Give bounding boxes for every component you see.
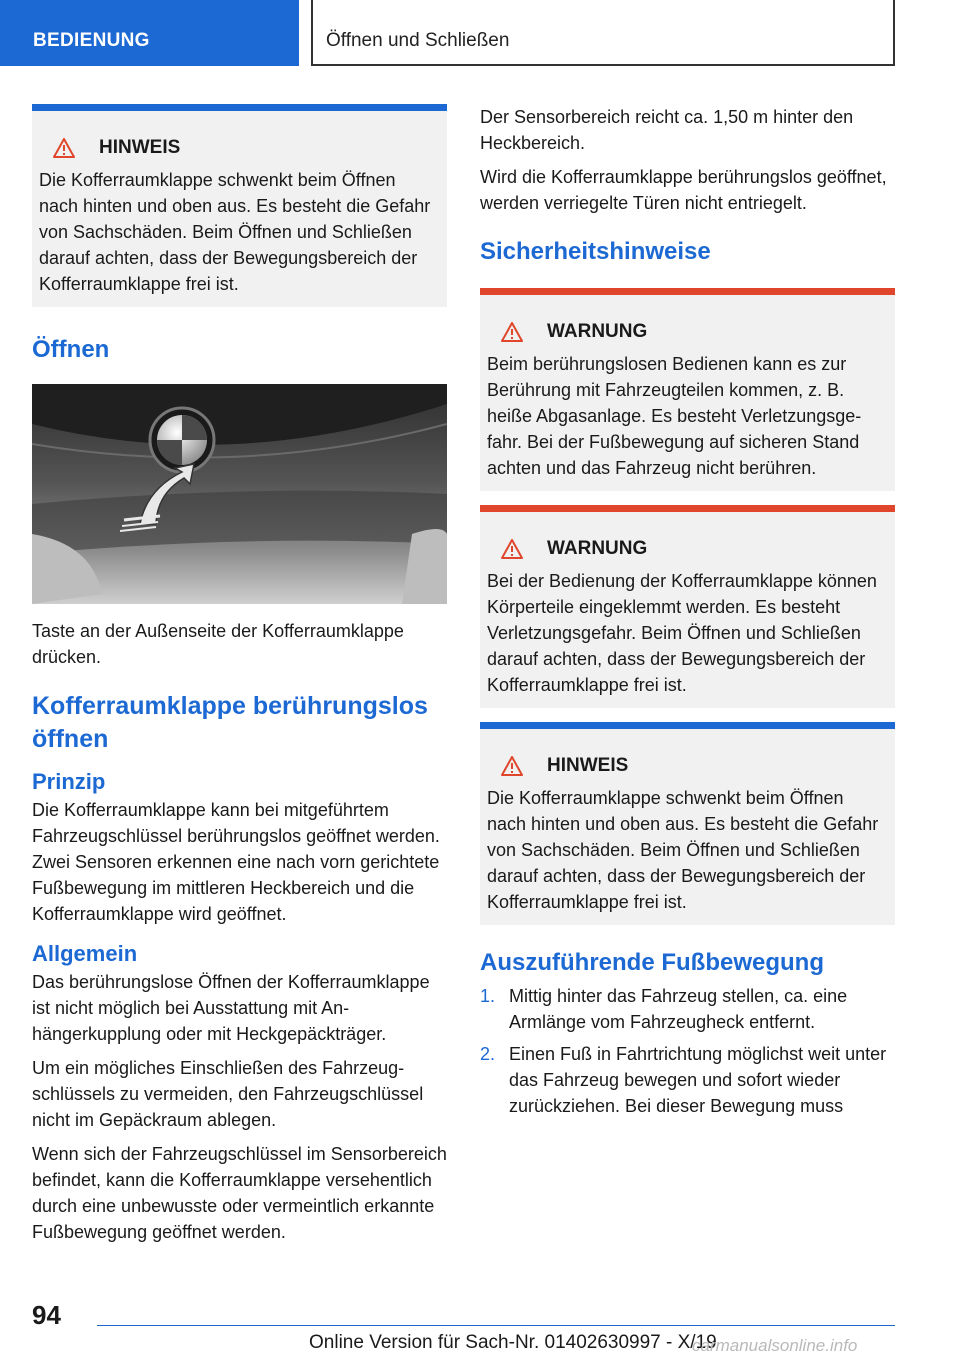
header-divider — [311, 0, 313, 66]
warning-triangle-icon — [501, 539, 523, 559]
step-text: Einen Fuß in Fahrtrichtung möglichst weit unter das Fahrzeug bewegen und sofort wieder zurückziehen. Bei dieser Bewegung muss — [509, 1044, 887, 1116]
header-bottom-border — [311, 64, 895, 66]
warnung-text-1: Beim berührungslosen Bedienen kann es zur Berührung mit Fahrzeugteilen kommen, z. B. heiße Abgasanlage. Es besteht Verletzungsgefahr. Bei der Fußbewegung auf sicheren Stand achten und das Fahrzeug nicht berühren. — [487, 354, 862, 478]
warning-triangle-icon — [501, 756, 523, 776]
heading-sicherheitshinweise: Sicherheitshinweise — [480, 238, 711, 265]
allgemein-paragraph-3: Wenn sich der Fahrzeugschlüssel im Sensorbereich befindet, kann die Kofferraumklappe versehentlich durch eine unbewusste oder vermeintlich erkannte Fußbewegung geöffnet werden. — [32, 1144, 447, 1242]
online-version-text: Online Version für Sach-Nr. 01402630997 - X/19 — [309, 1332, 717, 1353]
page-number: 94 — [32, 1300, 61, 1330]
warnung-label-2: WARNUNG — [547, 538, 648, 559]
hinweis-text: Die Kofferraumklappe schwenkt beim Öffnen nach hinten und oben aus. Es besteht die Gefahr von Sachschäden. Beim Öffnen und Schließen darauf achten, dass der Bewegungsbereich der Kofferraumklappe frei ist. — [39, 170, 431, 294]
warnung-label-1: WARNUNG — [547, 321, 648, 342]
warnung-box-1 — [480, 288, 895, 491]
watermark: carmanualsonline.info — [692, 1336, 858, 1355]
trunk-button-illustration — [32, 384, 447, 604]
step-number: 1. — [480, 986, 496, 1006]
step-number: 2. — [480, 1044, 496, 1064]
hinweis-heading-2 — [487, 755, 887, 777]
hinweis-text-2: Die Kofferraumklappe schwenkt beim Öffnen nach hinten und oben aus. Es besteht die Gefahr von Sachschäden. Beim Öffnen und Schließen darauf achten, dass der Bewegungsbereich der Kofferraumklappe frei ist. — [487, 788, 879, 912]
prinzip-text: Die Kofferraumklappe kann bei mitgeführtem Fahrzeugschlüssel berührungslos geöffnet werden. Zwei Sensoren erkennen eine nach vorn gerichtete Fußbewegung im mittleren Heckbereich und die Kofferraumklappe wird geöffnet. — [32, 800, 440, 924]
warnung-box-2 — [480, 505, 895, 708]
doors-text: Wird die Kofferraumklappe berührungslos geöffnet, werden verriegelte Türen nicht entriegelt. — [480, 167, 887, 213]
sensor-range-text: Der Sensorbereich reicht ca. 1,50 m hinter den Heckbereich. — [480, 107, 854, 153]
footer-rule — [97, 1325, 895, 1326]
heading-fussbewegung: Auszuführende Fußbewegung — [480, 949, 824, 976]
warning-triangle-icon — [501, 322, 523, 342]
trunk-button-photo — [32, 384, 447, 604]
hinweis-heading — [39, 137, 439, 159]
hinweis-box-2 — [480, 722, 895, 925]
warning-triangle-icon — [53, 138, 75, 158]
hinweis-box — [32, 104, 447, 307]
header-right-border — [893, 0, 895, 66]
right-column — [480, 104, 895, 1125]
warnung-text-2: Bei der Bedienung der Kofferraumklappe können Körperteile eingeklemmt werden. Es besteht Verletzungsgefahr. Beim Öffnen und Schließen darauf achten, dass der Bewegungsbereich der Kofferraumklappe frei ist. — [487, 571, 877, 695]
steps-list — [480, 983, 895, 1119]
photo-caption: Taste an der Außenseite der Kofferraumklappe drücken. — [32, 621, 404, 667]
heading-oeffnen: Öffnen — [32, 336, 110, 363]
list-item — [480, 1041, 895, 1119]
section-tab: BEDIENUNG — [0, 0, 299, 66]
allgemein-paragraph-1: Das berührungslose Öffnen der Kofferraumklappe ist nicht möglich bei Ausstattung mit Anhängerkupplung oder mit Heckgepäckträger. — [32, 972, 430, 1044]
page-title: Öffnen und Schließen — [326, 30, 510, 51]
hinweis-label-2: HINWEIS — [547, 755, 629, 776]
heading-allgemein: Allgemein — [32, 941, 138, 966]
heading-beruehrungslos: Kofferraumklappe berührungslos öffnen — [32, 692, 428, 753]
step-text: Mittig hinter das Fahrzeug stellen, ca. eine Armlänge vom Fahrzeugheck entfernt. — [509, 986, 848, 1032]
hinweis-label: HINWEIS — [99, 137, 181, 158]
warnung-heading-2 — [487, 538, 887, 560]
heading-prinzip: Prinzip — [32, 769, 106, 794]
warnung-heading-1 — [487, 321, 887, 343]
left-column — [32, 104, 447, 1245]
page-header — [0, 0, 960, 66]
allgemein-paragraph-2: Um ein mögliches Einschließen des Fahrzeugschlüssels zu vermeiden, den Fahrzeugschlüssel nicht im Gepäckraum ablegen. — [32, 1058, 424, 1130]
list-item — [480, 983, 895, 1035]
